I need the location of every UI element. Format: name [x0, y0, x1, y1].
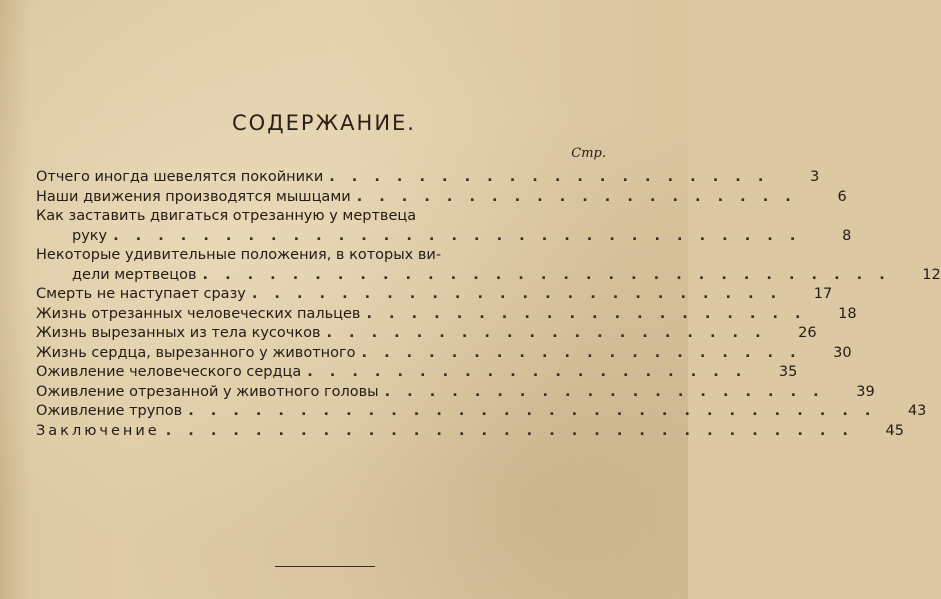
leader-dots: . . . . . . . . . . . . . . . . . . . .	[326, 325, 767, 341]
toc-entry-title: Жизнь сердца, вырезанного у животного	[36, 344, 356, 361]
toc-entry-page: 12	[922, 266, 941, 283]
toc-entry-continuation	[36, 227, 852, 247]
leader-dots: . . . . . . . . . . . . . . . . . . . .	[366, 305, 807, 322]
toc-entry	[36, 422, 904, 442]
leader-dots: . . . . . . . . . . . . . . . . . . . .	[329, 169, 770, 185]
toc-entry-title: Заключение	[36, 422, 160, 439]
leader-dots: . . . . . . . . . . . . . . . . . . . .	[307, 364, 748, 380]
toc-entry-title: Оживление трупов	[36, 403, 183, 419]
toc-entry-page: 26	[798, 325, 817, 341]
toc-entry	[36, 383, 875, 403]
toc-entry	[36, 344, 852, 364]
show-through-text	[190, 52, 490, 86]
leader-dots: . . . . . . . . . . . . . . . . . . . . . . . . . . . . . . .	[188, 403, 877, 419]
toc-entry-page: 6	[837, 188, 847, 205]
toc-entry-title: Смерть не наступает сразу	[36, 286, 246, 302]
toc-entry-title: Наши движения производятся мышцами	[36, 188, 351, 205]
toc-entry-title: Оживление человеческого сердца	[36, 364, 302, 380]
toc-entry-title: Жизнь вырезанных из тела кусочков	[36, 325, 321, 341]
toc-entry	[36, 324, 817, 344]
leader-dots: . . . . . . . . . . . . . . . . . . . . . . . . . . . . . . .	[165, 422, 854, 439]
toc-entry	[36, 305, 857, 325]
leader-dots: . . . . . . . . . . . . . . . . . . . .	[361, 344, 802, 361]
end-rule	[275, 566, 375, 567]
toc-entry	[36, 168, 820, 188]
toc-entry-page: 8	[842, 227, 852, 244]
toc-entry-page: 17	[813, 286, 833, 302]
toc-entry	[36, 285, 833, 305]
toc-entry-page: 43	[907, 403, 927, 419]
page-column-header: Стр.	[571, 146, 606, 161]
page-title: СОДЕРЖАНИЕ.	[232, 111, 416, 135]
leader-dots: . . . . . . . . . . . . . . . . . . . .	[384, 383, 825, 400]
toc-entry	[36, 363, 798, 383]
leader-dots: . . . . . . . . . . . . . . . . . . . . . . . .	[251, 286, 783, 302]
toc-entry	[36, 207, 606, 227]
toc-entry-title: руку	[72, 227, 108, 244]
toc-entry	[36, 188, 847, 208]
toc-entry	[36, 246, 606, 266]
toc-entry-title: Некоторые удивительные положения, в которых ви-	[36, 247, 442, 263]
toc-entry-title: Как заставить двигаться отрезанную у мертвеца	[36, 208, 417, 224]
leader-dots: . . . . . . . . . . . . . . . . . . . . . . . . . . . . . . .	[202, 266, 891, 283]
toc-entry-title: Оживление отрезанной у животного головы	[36, 383, 379, 400]
toc-entry-page: 18	[838, 305, 857, 322]
leader-dots: . . . . . . . . . . . . . . . . . . . .	[356, 188, 797, 205]
toc-entry	[36, 402, 927, 422]
leader-dots: . . . . . . . . . . . . . . . . . . . . . . . . . . . . . . .	[113, 227, 802, 244]
toc-entry-title: Отчего иногда шевелятся покойники	[36, 169, 324, 185]
toc-entry-page: 3	[810, 169, 820, 185]
toc-entry-page: 45	[885, 422, 904, 439]
toc-entry-continuation	[36, 266, 941, 286]
toc-entry-page: 30	[833, 344, 852, 361]
toc-entry-page: 39	[856, 383, 875, 400]
table-of-contents	[36, 168, 941, 441]
toc-entry-page: 35	[778, 364, 798, 380]
toc-entry-title: Жизнь отрезанных человеческих пальцев	[36, 305, 361, 322]
toc-entry-title: дели мертвецов	[72, 266, 197, 283]
